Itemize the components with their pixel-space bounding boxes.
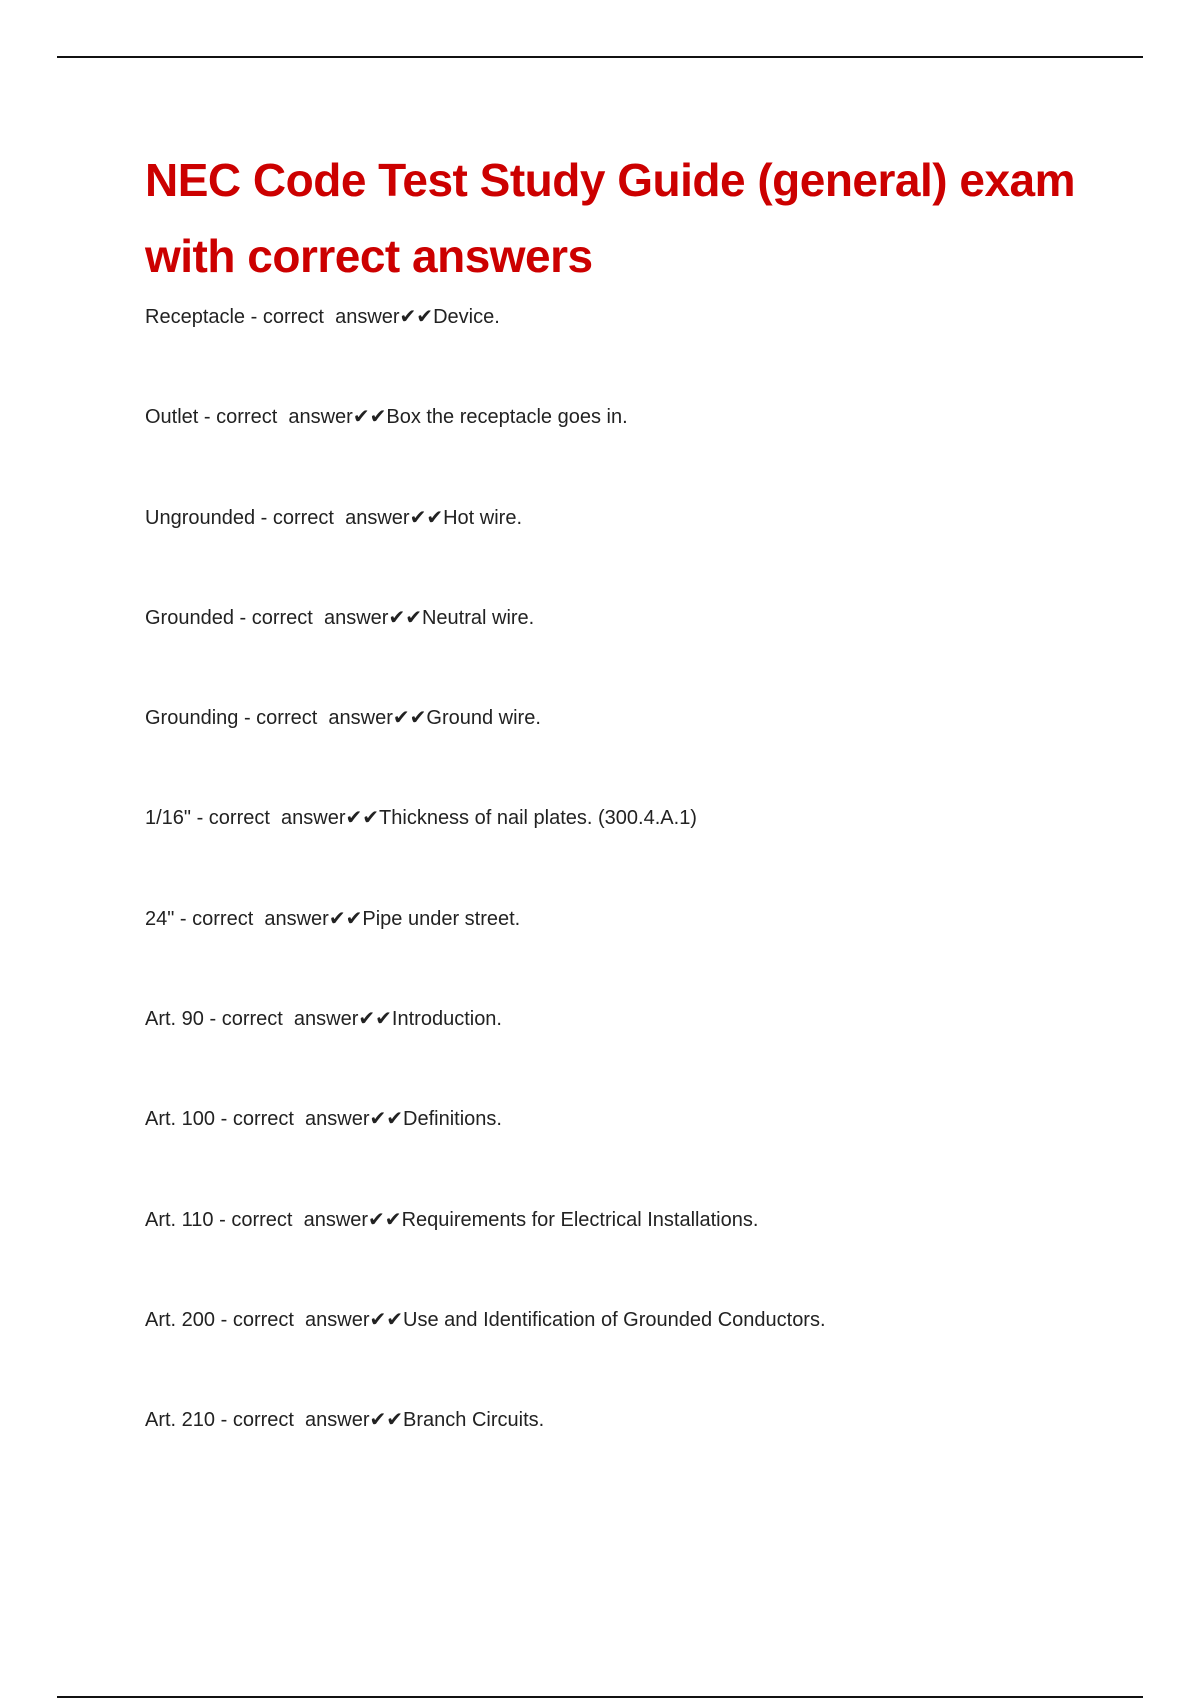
answer: Ground wire. (426, 707, 541, 730)
correct-answer-label: - correct answer (213, 1208, 369, 1231)
check-marks-icon: ✔✔ (399, 306, 434, 328)
check-marks-icon: ✔✔ (392, 707, 427, 730)
list-item (145, 906, 1105, 1006)
check-marks-icon: ✔✔ (345, 807, 380, 830)
document-body (145, 142, 1105, 1508)
term: 1/16" (145, 807, 192, 830)
check-marks-icon: ✔✔ (369, 1409, 404, 1432)
list-item (145, 404, 1105, 504)
bottom-rule (57, 1696, 1143, 1698)
correct-answer-label: - correct answer (233, 606, 389, 629)
check-marks-icon: ✔✔ (388, 606, 422, 629)
correct-answer-label: - correct answer (215, 1409, 370, 1432)
term: Art. 200 (145, 1308, 216, 1331)
correct-answer-label: - correct answer (245, 306, 400, 328)
list-item (145, 1407, 1105, 1507)
check-marks-icon: ✔✔ (369, 1308, 404, 1331)
correct-answer-label: - correct answer (198, 406, 353, 429)
check-marks-icon: ✔✔ (328, 907, 363, 930)
check-marks-icon: ✔✔ (369, 1108, 404, 1131)
answer: Definitions. (403, 1108, 502, 1131)
correct-answer-label: - correct answer (215, 1108, 370, 1131)
answer: Device. (433, 306, 500, 328)
list-item (145, 1207, 1105, 1307)
term: Outlet (145, 406, 199, 429)
correct-answer-label: - correct answer (191, 807, 346, 830)
qa-list (145, 304, 1105, 1508)
term: Receptacle (145, 306, 246, 328)
top-rule (57, 56, 1143, 58)
answer: Box the receptacle goes in. (386, 406, 628, 429)
list-item (145, 505, 1105, 605)
term: 24" (145, 907, 175, 930)
answer: Pipe under street. (362, 907, 521, 930)
list-item (145, 805, 1105, 905)
correct-answer-label: - correct answer (238, 707, 393, 730)
term: Art. 110 (145, 1208, 214, 1231)
correct-answer-label: - correct answer (255, 506, 410, 529)
answer: Branch Circuits. (403, 1409, 545, 1432)
check-marks-icon: ✔✔ (409, 506, 444, 529)
answer: Requirements for Electrical Installations. (401, 1208, 759, 1231)
document-title: NEC Code Test Study Guide (general) exam with correct answers (145, 154, 1076, 282)
answer: Introduction. (391, 1008, 502, 1031)
term: Art. 210 (145, 1409, 216, 1432)
correct-answer-label: - correct answer (215, 1308, 370, 1331)
term: Art. 100 (145, 1108, 216, 1131)
list-item (145, 705, 1105, 805)
term: Grounding (145, 707, 239, 730)
list-item (145, 1106, 1105, 1206)
term: Ungrounded (145, 506, 256, 529)
correct-answer-label: - correct answer (203, 1008, 359, 1031)
check-marks-icon: ✔✔ (352, 406, 387, 429)
check-marks-icon: ✔✔ (368, 1208, 402, 1231)
list-item (145, 605, 1105, 705)
correct-answer-label: - correct answer (174, 907, 329, 930)
term: Art. 90 (145, 1008, 204, 1031)
answer: Neutral wire. (421, 606, 535, 629)
list-item (145, 304, 1105, 404)
answer: Hot wire. (443, 506, 522, 529)
check-marks-icon: ✔✔ (358, 1008, 392, 1031)
list-item (145, 1307, 1105, 1407)
answer: Use and Identification of Grounded Conductors. (403, 1308, 826, 1331)
answer: Thickness of nail plates. (300.4.A.1) (379, 807, 697, 830)
term: Grounded (145, 606, 234, 629)
list-item (145, 1006, 1105, 1106)
